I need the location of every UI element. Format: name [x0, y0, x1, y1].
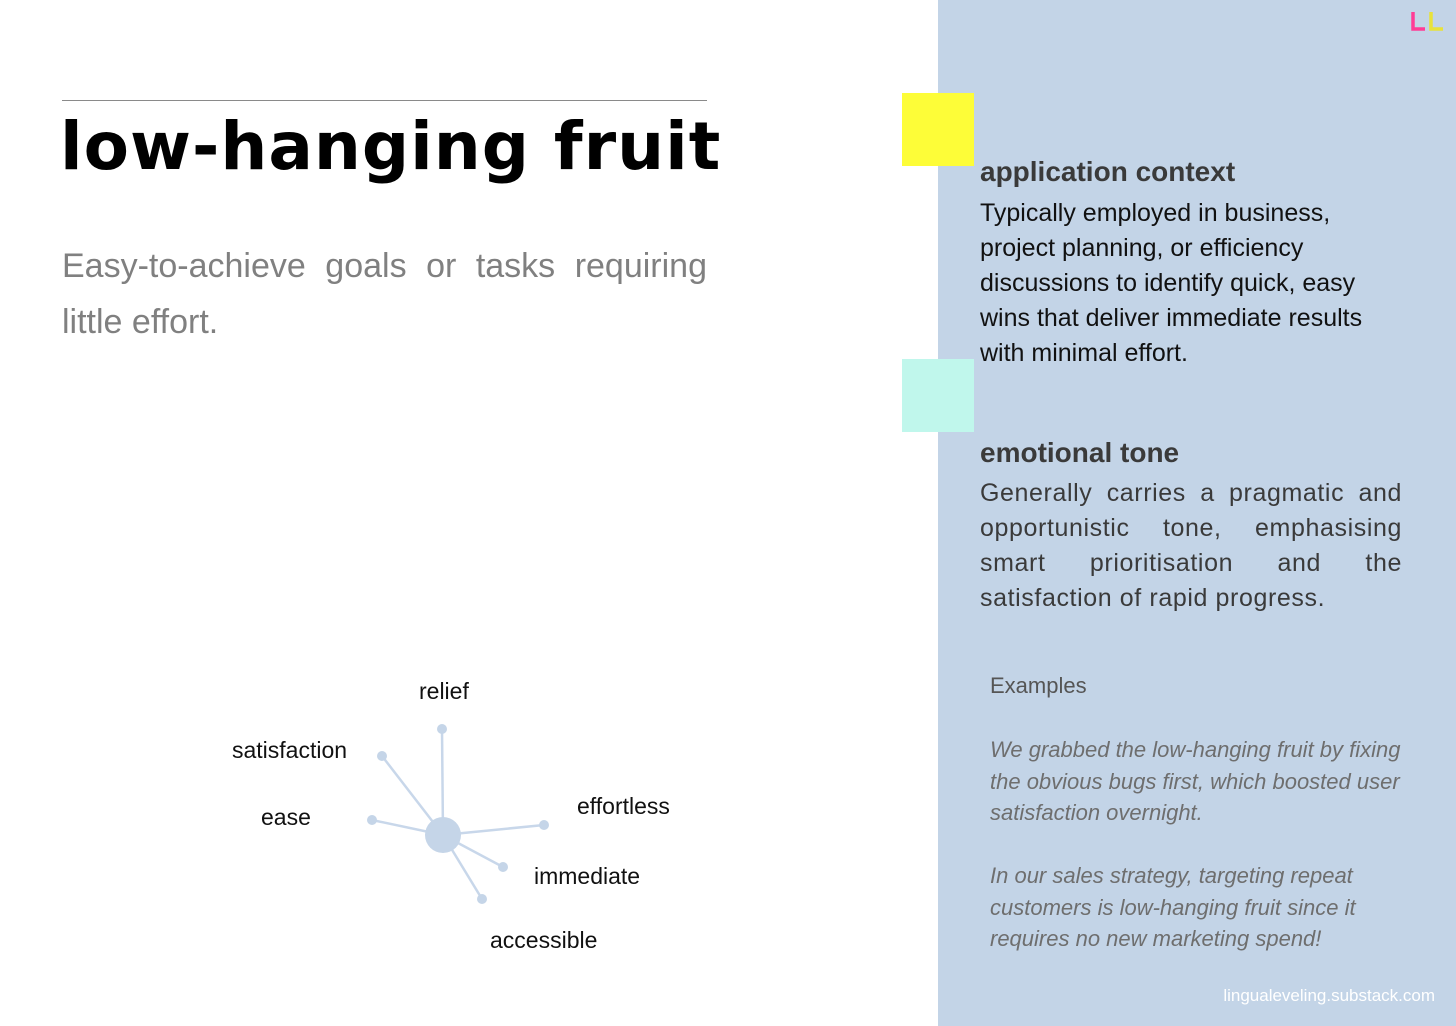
word-node [367, 815, 377, 825]
application-context-heading: application context [980, 156, 1236, 187]
emotional-tone-heading: emotional tone [980, 437, 1180, 468]
example-sentence: In our sales strategy, targeting repeat customers is low-hanging fruit since it requires no new marketing spend! [990, 863, 1356, 951]
mint-square-marker [902, 359, 974, 432]
ll-logo-icon [1410, 10, 1446, 32]
word-node [437, 724, 447, 734]
word-accessible: accessible [490, 927, 598, 953]
yellow-square-marker [902, 93, 974, 166]
word-node [539, 820, 549, 830]
example-sentence: We grabbed the low-hanging fruit by fixing the obvious bugs first, which boosted user satisfaction overnight. [990, 737, 1401, 825]
footer-site-link[interactable]: lingualeveling.substack.com [1223, 986, 1435, 1005]
title-rule [62, 100, 707, 101]
emotional-tone-body: Generally carries a pragmatic and opportunistic tone, emphasising smart prioritisation and the satisfaction of rapid progress. [980, 479, 1402, 612]
word-node [498, 862, 508, 872]
word-relief: relief [419, 678, 469, 704]
term-definition: Easy-to-achieve goals or tasks requiring little effort. [62, 247, 707, 341]
central-node [425, 817, 461, 853]
word-immediate: immediate [534, 863, 641, 889]
word-ease: ease [261, 804, 311, 830]
word-effortless: effortless [577, 793, 670, 819]
association-web [220, 670, 700, 970]
term-title: low-hanging fruit [60, 108, 722, 185]
word-satisfaction: satisfaction [232, 737, 348, 763]
examples-label: Examples [990, 673, 1087, 698]
word-node [377, 751, 387, 761]
application-context-body: Typically employed in business, project planning, or efficiency discussions to identify quick, easy wins that deliver immediate results with minimal effort. [980, 199, 1363, 367]
word-node [477, 894, 487, 904]
